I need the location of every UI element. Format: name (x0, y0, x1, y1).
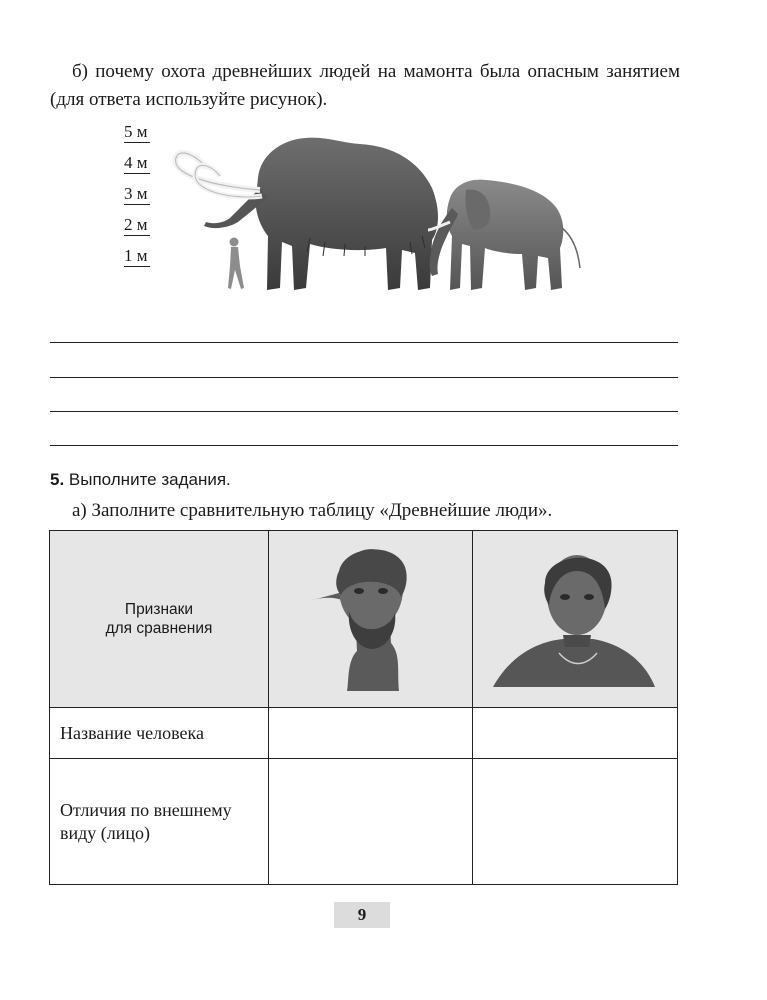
answer-cell-name-2[interactable] (473, 708, 678, 759)
answer-line-4[interactable] (50, 445, 678, 446)
header-label-cell (50, 531, 269, 708)
task-5-heading (50, 470, 231, 490)
mammoth-elephant-scale-figure (110, 118, 610, 303)
answer-line-2[interactable] (50, 377, 678, 378)
row-label-name: Название человека (50, 708, 269, 759)
human-figure-icon (228, 238, 244, 290)
question-b-text: б) почему охота древнейших людей на мамонта была опасным занятием (для ответа используйте рисунок). (50, 61, 680, 110)
mammoth-icon (176, 138, 438, 290)
task-5a-text: а) Заполните сравнительную таблицу «Древнейшие люди». (72, 500, 553, 521)
answer-line-3[interactable] (50, 411, 678, 412)
answer-cell-appearance-1[interactable] (269, 759, 473, 885)
answer-cell-appearance-2[interactable] (473, 759, 678, 885)
header-label-line-1: Признаки (124, 601, 194, 618)
scale-label-1m: 1 м (124, 246, 148, 265)
header-label-line-2: для сравнения (105, 620, 213, 637)
table-header-row (50, 531, 678, 708)
scale-label-2m: 2 м (124, 215, 148, 234)
answer-cell-name-1[interactable] (269, 708, 473, 759)
scale-label-4m: 4 м (124, 153, 148, 172)
table-row (50, 759, 678, 885)
page-number: 9 (334, 902, 390, 928)
neanderthal-bust-image (269, 531, 473, 702)
scale-label-5m: 5 м (124, 122, 148, 141)
comparison-table (49, 530, 678, 885)
row-label-appearance: Отличия по внешнему виду (лицо) (50, 759, 269, 885)
animals-illustration (110, 118, 610, 303)
task-5-number: 5. (50, 470, 65, 489)
answer-line-1[interactable] (50, 342, 678, 343)
header-bust-cromagnon-cell (473, 531, 678, 708)
scale-label-3m: 3 м (124, 184, 148, 203)
table-row (50, 708, 678, 759)
elephant-icon (428, 180, 580, 290)
header-bust-neanderthal-cell (269, 531, 473, 708)
task-5-title: Выполните задания. (68, 470, 231, 489)
cromagnon-bust-image (473, 531, 678, 702)
